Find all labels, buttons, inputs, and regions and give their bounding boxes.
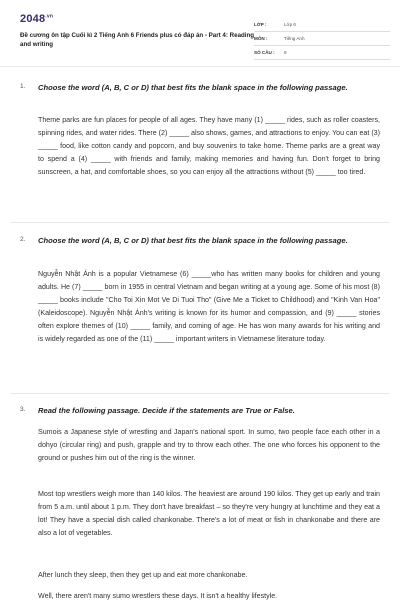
meta-key: MÔN : [254, 36, 268, 41]
passage-paragraph: Theme parks are fun places for people of all ages. They have many (1) _____ rides, such as roller coasters, spinning rides, and water rides. There (2) _____ also shows, games, and attractions to enjoy. You can eat (3) _____ food, like cotton candy and popcorn, and buy souvenirs to take home. Theme parks are a great way to spend a (4) _____ with friends and family, making memories and having fun. Don't forget to bring sunscreen, a hat, and comfortable shoes, so you can enjoy all the attractions without (5) _____ too tired. [38, 116, 380, 176]
passage-paragraph: After lunch they sleep, then they get up and eat more chankonabe. [38, 571, 248, 579]
meta-row-subject [254, 32, 390, 46]
question-number: 3. [20, 406, 26, 413]
meta-row-count [254, 46, 390, 60]
passage-paragraph: Nguyễn Nhật Ánh is a popular Vietnamese (6) _____who has written many books for children and young adults. He (7) _____ born in 1955 in central Vietnam and began writing at a young age. Some of his most (8) _____ books include "Cho Toi Xin Mot Ve Di Tuoi Tho" (Give Me a Ticket to Childhood) and "Kinh Van Hoa" (Kaleidoscope). Nguyễn Nhật Ánh's writing is known for its humor and compassion, and (9) _____ stories often explore themes of (10) _____ family, and coming of age. He has won many awards for his writing and is widely regarded as one of the (11) _____ important writers in Vietnamese literature today. [38, 270, 380, 343]
document-title: Đề cương ôn tập Cuối kì 2 Tiếng Anh 6 Friends plus có đáp án - Part 4: Reading and writing [20, 32, 255, 49]
passage-paragraph: Most top wrestlers weigh more than 140 kilos. The heaviest are around 190 kilos. They get up early and train from 5 a.m. until about 1 p.m. They don't have breakfast – so they're very hungry at lunchtime and they eat a lot! They have a special dish called chankonabe. There's a lot of meat or fish in chankonabe and there are also a lot of vegetables. [38, 490, 380, 537]
question-instruction: Choose the word (A, B, C or D) that best fits the blank space in the following passage. [38, 83, 348, 92]
meta-key: LỚP : [254, 22, 267, 27]
question-instruction: Read the following passage. Decide if the statements are True or False. [38, 406, 295, 415]
meta-value: Tiếng Anh [284, 36, 305, 41]
passage-paragraph: Sumois a Japanese style of wrestling and Japan's national sport. In sumo, two people face each other in a dohyo (circular ring) and push, grapple and try to throw each other. The one who forces his opponent to the ground or pushes him out of the ring is the winner. [38, 428, 380, 462]
divider [10, 222, 390, 223]
site-logo[interactable]: $2048^{.vn}$ [20, 13, 54, 25]
question-number: 2. [20, 236, 26, 243]
meta-key: SỐ CÂU : [254, 50, 275, 55]
question-number: 1. [20, 83, 26, 90]
passage-paragraph: Well, there aren't many sumo wrestlers these days. It isn't a healthy lifestyle. [38, 592, 278, 600]
meta-row-class [254, 18, 390, 32]
document-meta [254, 18, 390, 60]
meta-value: Lớp 6 [284, 22, 296, 27]
page-header [0, 0, 400, 67]
divider [10, 393, 390, 394]
question-instruction: Choose the word (A, B, C or D) that best fits the blank space in the following passage. [38, 236, 348, 245]
meta-value: 6 [284, 50, 287, 55]
